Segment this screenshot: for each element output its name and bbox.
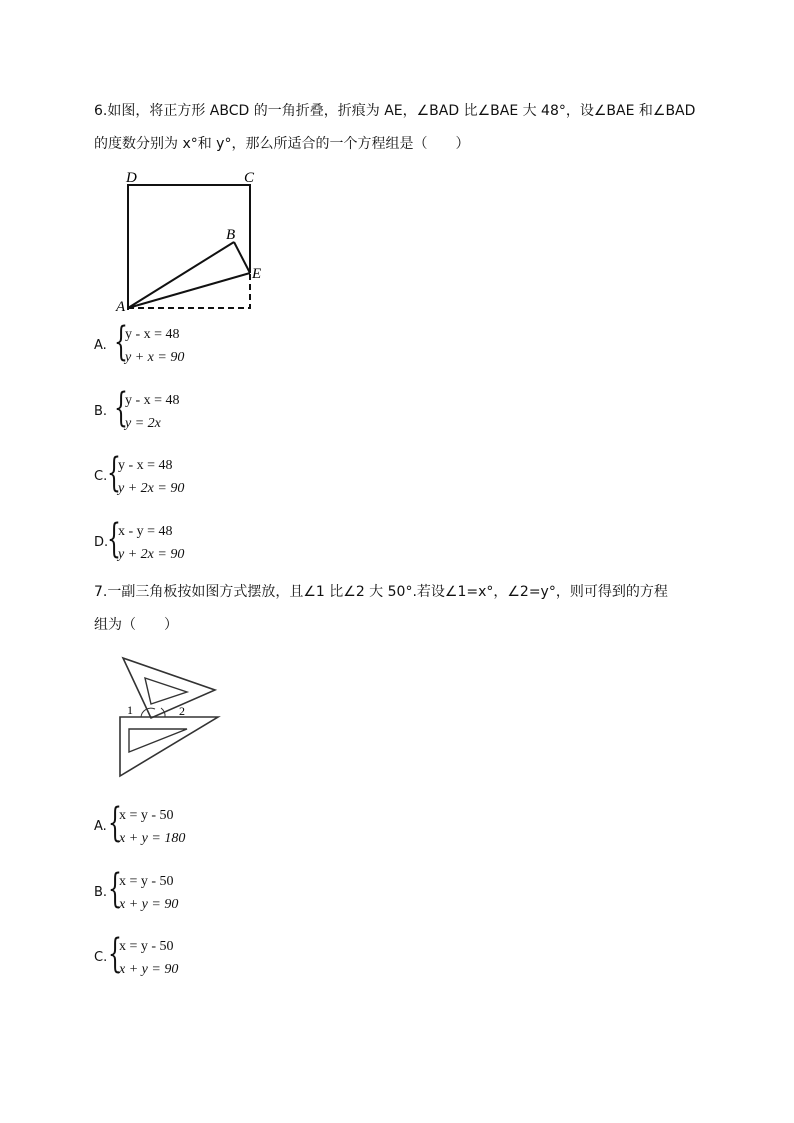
q7-text-line2: 组为（ ）: [94, 617, 178, 633]
lower-triangle-outer: [120, 717, 218, 776]
q6-square-figure: [110, 165, 280, 315]
equation-2: y + 2x = 90: [118, 547, 185, 562]
label-angle-2: 2: [179, 704, 185, 718]
equation-1: x = y - 50: [119, 874, 174, 889]
label-angle-1: 1: [127, 703, 133, 717]
brace-icon: {: [108, 866, 122, 912]
equation-1: x = y - 50: [119, 939, 174, 954]
label-d: D: [126, 170, 137, 186]
upper-triangle-outer: [123, 658, 215, 718]
equation-2: x + y = 90: [119, 962, 179, 977]
option-label: B.: [94, 885, 108, 900]
option-label: B.: [94, 404, 108, 419]
q7-option-b[interactable]: [94, 865, 234, 921]
segment-be: [234, 242, 250, 273]
q6-option-d[interactable]: [94, 515, 234, 571]
equation-1: x = y - 50: [119, 808, 174, 823]
option-label: D.: [94, 535, 109, 550]
q6-text-line2: 的度数分别为 x°和 y°，那么所适合的一个方程组是（ ）: [94, 136, 470, 152]
equation-1: y - x = 48: [125, 327, 180, 342]
option-label: A.: [94, 819, 107, 834]
label-a: A: [116, 299, 126, 315]
label-b: B: [226, 227, 236, 243]
q7-text-line1: 7.一副三角板按如图方式摆放，且∠1 比∠2 大 50°.若设∠1=x°，∠2=y°，则可得到的方程: [94, 584, 668, 600]
fold-line-ae: [128, 273, 250, 308]
brace-icon: {: [114, 319, 128, 365]
brace-icon: {: [108, 800, 122, 846]
brace-icon: {: [114, 385, 128, 431]
option-label: C.: [94, 469, 108, 484]
option-label: C.: [94, 950, 108, 965]
q7-option-c[interactable]: [94, 930, 234, 986]
segment-ab: [128, 242, 234, 308]
q7-option-a[interactable]: [94, 799, 234, 855]
brace-icon: {: [107, 516, 121, 562]
equation-2: y = 2x: [125, 416, 161, 431]
option-label: A.: [94, 338, 107, 353]
equation-2: x + y = 90: [119, 897, 179, 912]
q6-option-c[interactable]: [94, 449, 234, 505]
equation-1: y - x = 48: [125, 393, 180, 408]
label-c: C: [244, 170, 255, 186]
q6-option-a[interactable]: [94, 318, 234, 374]
label-e: E: [252, 266, 262, 282]
q7-triangle-set-figure: [115, 652, 225, 782]
equation-1: y - x = 48: [118, 458, 173, 473]
q6-text-line1: 6.如图，将正方形 ABCD 的一角折叠，折痕为 AE，∠BAD 比∠BAE 大 48°，设∠BAE 和∠BAD: [94, 103, 696, 119]
equation-2: y + x = 90: [125, 350, 185, 365]
brace-icon: {: [107, 450, 121, 496]
equation-2: x + y = 180: [119, 831, 186, 846]
equation-1: x - y = 48: [118, 524, 173, 539]
q6-option-b[interactable]: [94, 384, 234, 440]
equation-2: y + 2x = 90: [118, 481, 185, 496]
brace-icon: {: [108, 931, 122, 977]
upper-triangle-inner: [145, 678, 187, 704]
